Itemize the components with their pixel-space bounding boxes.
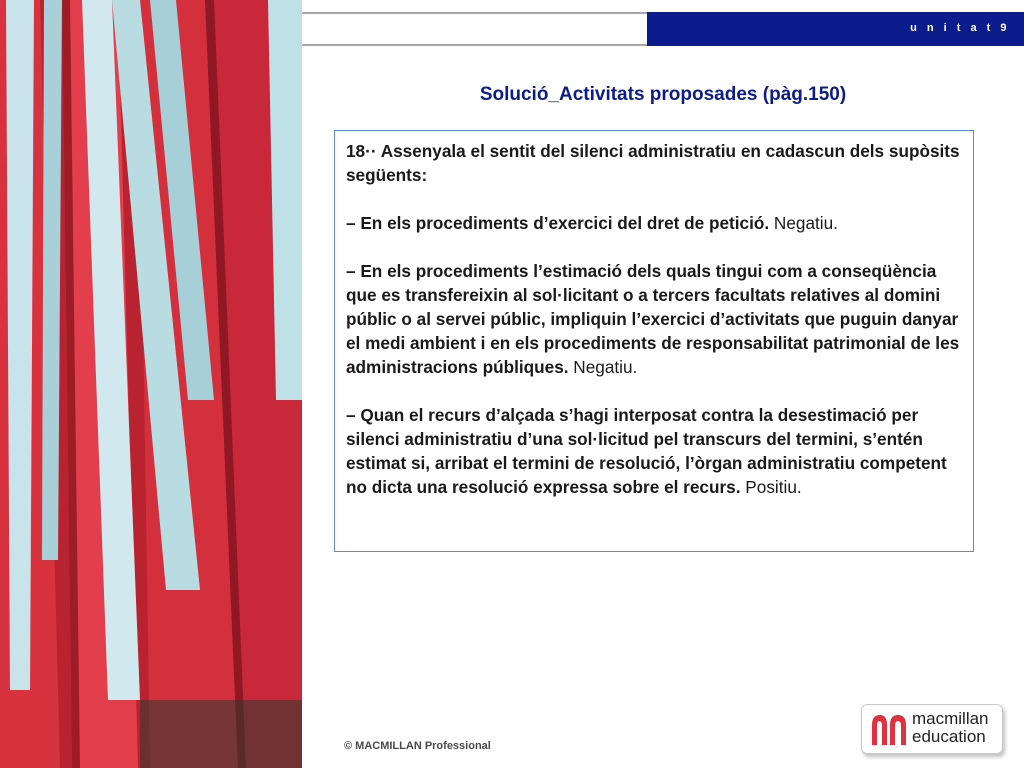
answer-statement: – Quan el recurs d’alçada s’hagi interposat contra la desestimació per silenci administratiu d’una sol·licitud pel transcurs del termini, s’entén estimat si, arribat el termini de resolució, l’òrgan administratiu competent no dicta una resolució expressa sobre el recurs. xyxy=(346,405,947,497)
macmillan-logo-icon xyxy=(870,713,910,747)
answer-result: Negatiu. xyxy=(568,357,638,377)
answer-statement: – En els procediments d’exercici del dret de petició. xyxy=(346,213,770,233)
answer-statement: – En els procediments l’estimació dels quals tingui com a conseqüència que es transfereixin al sol·licitant o a tercers facultats relatives al domini públic o al servei públic, impliquin l’exercici d’activitats que puguin danyar el medi ambient i en els procediments de responsabilitat patrimonial de les administracions públiques. xyxy=(346,261,960,377)
answer-box xyxy=(334,130,974,552)
question-text: 18·· Assenyala el sentit del silenci administratiu en cadascun dels supòsits següents: xyxy=(346,141,960,185)
folders-photo xyxy=(0,0,302,768)
unit-label: u n i t a t 9 xyxy=(910,22,1010,34)
answer-item xyxy=(346,403,963,499)
answer-result: Negatiu. xyxy=(769,213,838,233)
logo-wordmark xyxy=(912,710,989,746)
answer-result: Positiu. xyxy=(740,477,802,497)
answer-item xyxy=(346,211,963,235)
logo-line-2: education xyxy=(912,727,986,746)
copyright-text: © MACMILLAN Professional xyxy=(344,740,491,752)
folders-illustration xyxy=(0,0,302,768)
header-right-bar xyxy=(647,12,1024,46)
slide-title: Solució_Activitats proposades (pàg.150) xyxy=(479,84,847,105)
header-left-bar xyxy=(302,12,647,46)
answer-item xyxy=(346,259,963,379)
macmillan-logo xyxy=(861,704,1003,754)
logo-line-1: macmillan xyxy=(912,709,989,728)
